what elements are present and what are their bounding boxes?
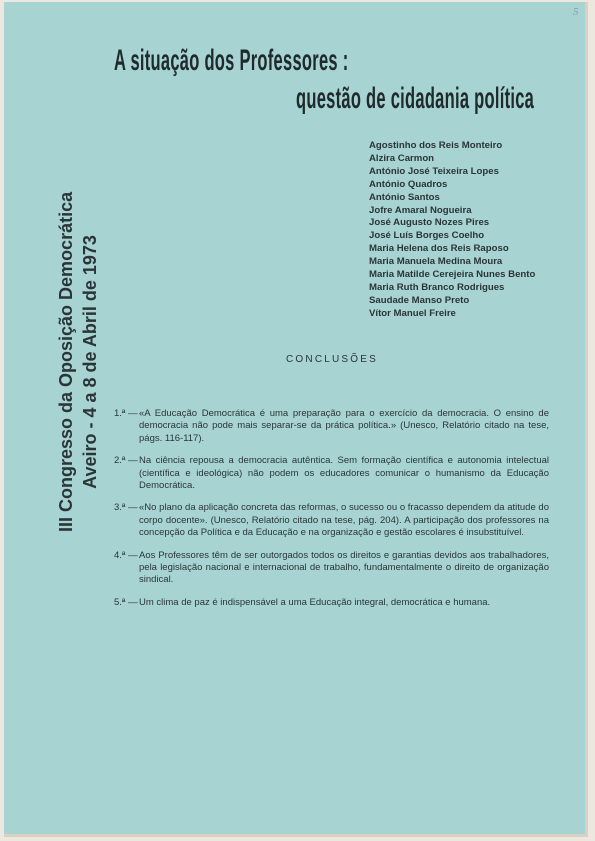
author-name: Vítor Manuel Freire (369, 307, 456, 319)
author-name: António José Teixeira Lopes (369, 165, 499, 177)
conclusion-number: 5.ª — (114, 596, 138, 608)
conclusion-item (114, 408, 549, 445)
author-name: José Augusto Nozes Pires (369, 217, 490, 229)
author-name: Maria Helena dos Reis Raposo (369, 243, 509, 255)
conclusion-item (114, 597, 549, 609)
author-name: Agostinho dos Reis Monteiro (369, 140, 503, 151)
author-name: Maria Matilde Cerejeira Nunes Bento (369, 269, 536, 281)
document-page (4, 2, 588, 837)
title-line-2: questão de cidadania política (296, 82, 535, 115)
conclusion-text: Um clima de paz é indispensável a uma Educação integral, democrática e humana. (139, 596, 491, 608)
congress-caption (54, 192, 110, 532)
author-list (369, 140, 535, 321)
page-number: 5 (573, 6, 579, 18)
conclusion-number: 2.ª — (114, 455, 138, 467)
congress-caption-line-2: Aveiro - 4 a 8 de Abril de 1973 (80, 235, 100, 489)
author-name: António Santos (369, 191, 440, 203)
conclusion-text: Na ciência repousa a democracia autêntica. Sem formação científica e autonomia intelectual (científica e ideológica) não podem os educadores comunicar o humanismo da Educação Democrática. (139, 455, 549, 492)
conclusion-item (114, 550, 549, 587)
author-name: António Quadros (369, 178, 448, 190)
author-name: Jofre Amaral Nogueira (369, 204, 472, 216)
title-line-1: A situação dos Professores : (114, 44, 349, 77)
congress-caption-line-1: III Congresso da Oposição Democrática (56, 191, 76, 532)
author-name: Maria Manuela Medina Moura (369, 256, 503, 268)
author-name: Maria Ruth Branco Rodrigues (369, 281, 505, 293)
conclusion-number: 4.ª — (114, 549, 138, 561)
conclusion-text: Aos Professores têm de ser outorgados todos os direitos e garantias devidos aos trabalhadores, pela legislação nacional e internacional de trabalho, fundamentalmente o direito de organização sindical. (139, 549, 549, 586)
author-name: José Luís Borges Coelho (369, 230, 485, 242)
conclusion-item (114, 455, 549, 492)
conclusion-number: 3.ª — (114, 502, 138, 514)
conclusion-text: «A Educação Democrática é uma preparação para o exercício da democracia. O ensino de democracia não pode mais separar-se da prática política.» (Unesco, Relatório citado na tese, págs. 116-117). (139, 408, 549, 444)
conclusion-number: 1.ª — (114, 408, 138, 419)
conclusion-text: «No plano da aplicação concreta das reformas, o sucesso ou o fracasso dependem da atitude do corpo docente». (Unesco, Relatório citado na tese, pág. 204). A participação dos professores na concepção da Política e da Educação e na organização e gestão escolares é insubstituível. (139, 502, 549, 539)
author-name: Alzira Carmon (369, 152, 435, 164)
section-heading: CONCLUSÕES (286, 354, 379, 365)
author-name: Saudade Manso Preto (369, 294, 470, 306)
conclusion-item (114, 502, 549, 539)
conclusions-list (114, 408, 549, 609)
